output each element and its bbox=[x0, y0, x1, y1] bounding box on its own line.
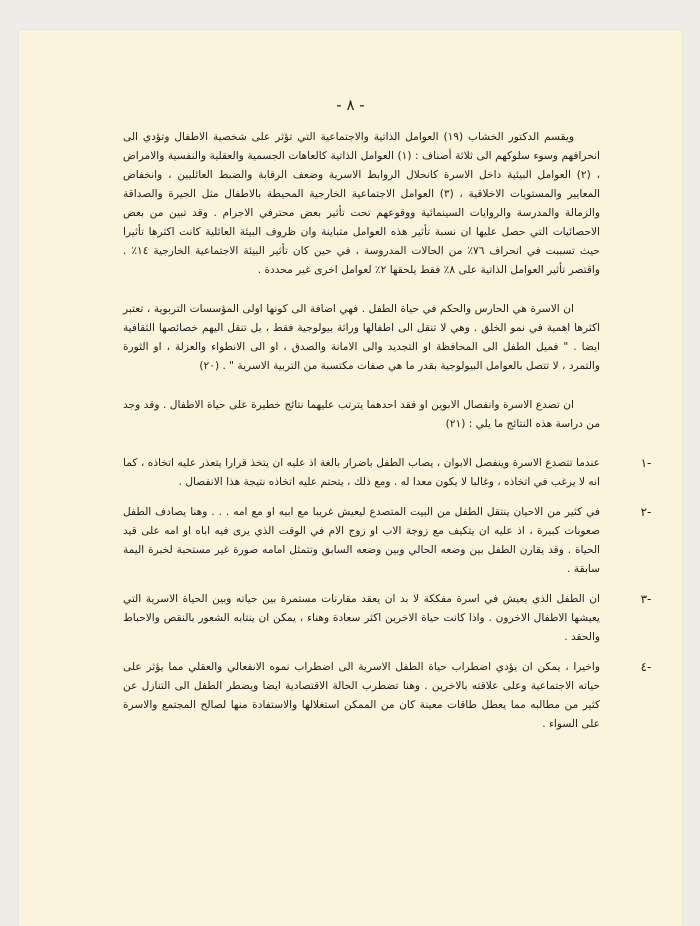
list-item-text: واخيرا ، يمكن ان يؤدي اضطراب حياة الطفل الاسرية الى اضطراب نموه الانفعالي والعقلي مما يؤثر على حياته الاجتماعية وعلى علاقته بالاخرين . وهنا تضطرب الحالة الاقتصادية ايضا ويضطر الطفل الى التنازل عن كثير من مطالبه مما يعطل طاقات معينة كان من الممكن استغلالها والاستفادة منها لصالح المجتمع والاسرة على السواء . bbox=[123, 661, 600, 730]
list-item-number: -٣ bbox=[640, 592, 652, 606]
list-item bbox=[123, 658, 652, 734]
paragraph-causes: ويقسم الدكتور الخشاب (١٩) العوامل الذاتية والاجتماعية التي تؤثر على شخصية الاطفال وتؤدي الى انحرافهم وسوء سلوكهم الى ثلاثة أصناف : (١) العوامل الذاتية كالعاهات الجسمية والعقلية والنفسية والامراض ، (٢) العوامل البيئية داخل الاسرة كانحلال الروابط الاسرية وضعف الرقابة والضبط العائليين ، وانخفاض المعايير والمستويات الاخلاقية ، (٣) العوامل الاجتماعية الخارجية المحيطة بالاطفال مثل الجيرة والصداقة والزمالة والمدرسة والروايات السينمائية ووقوعهم تحت تأثير بعض محترفي الاجرام . وقد تبين من بعض الاحصائيات التي حصل عليها ان نسبة تأثير هذه العوامل متباينة وان ظروف البيئة العائلية كانت اكثرها تأثيرا حيث تسببت في انحراف ٧٦٪ من الحالات المدروسة ، في حين كان تأثير البيئة الاجتماعية الخارجية ١٤٪ . واقتصر تأثير العوامل الذاتية على ٨٪ فقط يلحقها ٢٪ لعوامل اخرى غير محددة . bbox=[123, 131, 600, 276]
document-page bbox=[19, 30, 682, 926]
list-item bbox=[123, 590, 652, 647]
paragraph-family-role: ان الاسرة هي الحارس والحكم في حياة الطفل . فهي اضافة الى كونها اولى المؤسسات التربوية ، تعتبر اكثرها اهمية في نمو الخلق . وهي لا تنقل الى اطفالها وراثة بيولوجية فقط ، بل تنقل اليهم خصائصها الثقافية ايضا . " فميل الطفل الى المحافظة او التجديد والى الامانة والصدق ، او الى الانطواء والعزلة ، او الثورة والتمرد ، لا تتصل بالعوامل البيولوجية بقدر ما هي صفات مكتسبة من التربية الاسرية " . (٢٠) bbox=[123, 303, 600, 372]
document-body bbox=[123, 128, 652, 745]
page-number: - ٨ - bbox=[336, 96, 365, 114]
list-item-text: عندما تتصدع الاسرة وينفصل الابوان ، يصاب الطفل باضرار بالغة اذ عليه ان يتخذ قرارا يتعذر عليه اتخاذه ، كما انه لا يرغب في اتخاذه ، وغالبا لا يكون معدا له . ومع ذلك ، يتحتم عليه اتخاذه نتيجة هذا الانفصال . bbox=[123, 457, 600, 488]
list-item-number: -١ bbox=[640, 456, 652, 470]
list-item-number: -٢ bbox=[640, 505, 652, 519]
numbered-list bbox=[123, 454, 652, 734]
list-item-text: ان الطفل الذي يعيش في اسرة مفككة لا بد ان يعقد مقارنات مستمرة بين حياته وبين الحياة الاسرية التي يعيشها الاطفال الاخرون . واذا كانت حياة الاخرين اكثر سعادة وهناء ، يمكن ان ينتابه الشعور بالنقص والاحباط والحقد . bbox=[123, 593, 600, 643]
list-item-text: في كثير من الاحيان ينتقل الطفل من البيت المتصدع ليعيش غريبا مع ابيه او مع امه . . . وهنا يصادف الطفل صعوبات كبيرة ، اذ عليه ان يتكيف مع زوجة الاب او زوج الام في الوقت الذي يرى فيه اباه او امه على قيد الحياة . وقد يقارن الطفل بين وضعه الحالي وبين وضعه السابق وتتمثل امامه صورة غير مستحبة لخبرة اليمة سابقة . bbox=[123, 506, 600, 575]
list-item bbox=[123, 503, 652, 579]
list-item-number: -٤ bbox=[640, 660, 652, 674]
list-item bbox=[123, 454, 652, 492]
paragraph-family-breakdown: ان تصدع الاسرة وانفصال الابوين او فقد احدهما يترتب عليهما نتائج خطيرة على حياة الاطفال . وقد وجد من دراسة هذه النتائج ما يلي : (٢١) bbox=[123, 399, 600, 430]
